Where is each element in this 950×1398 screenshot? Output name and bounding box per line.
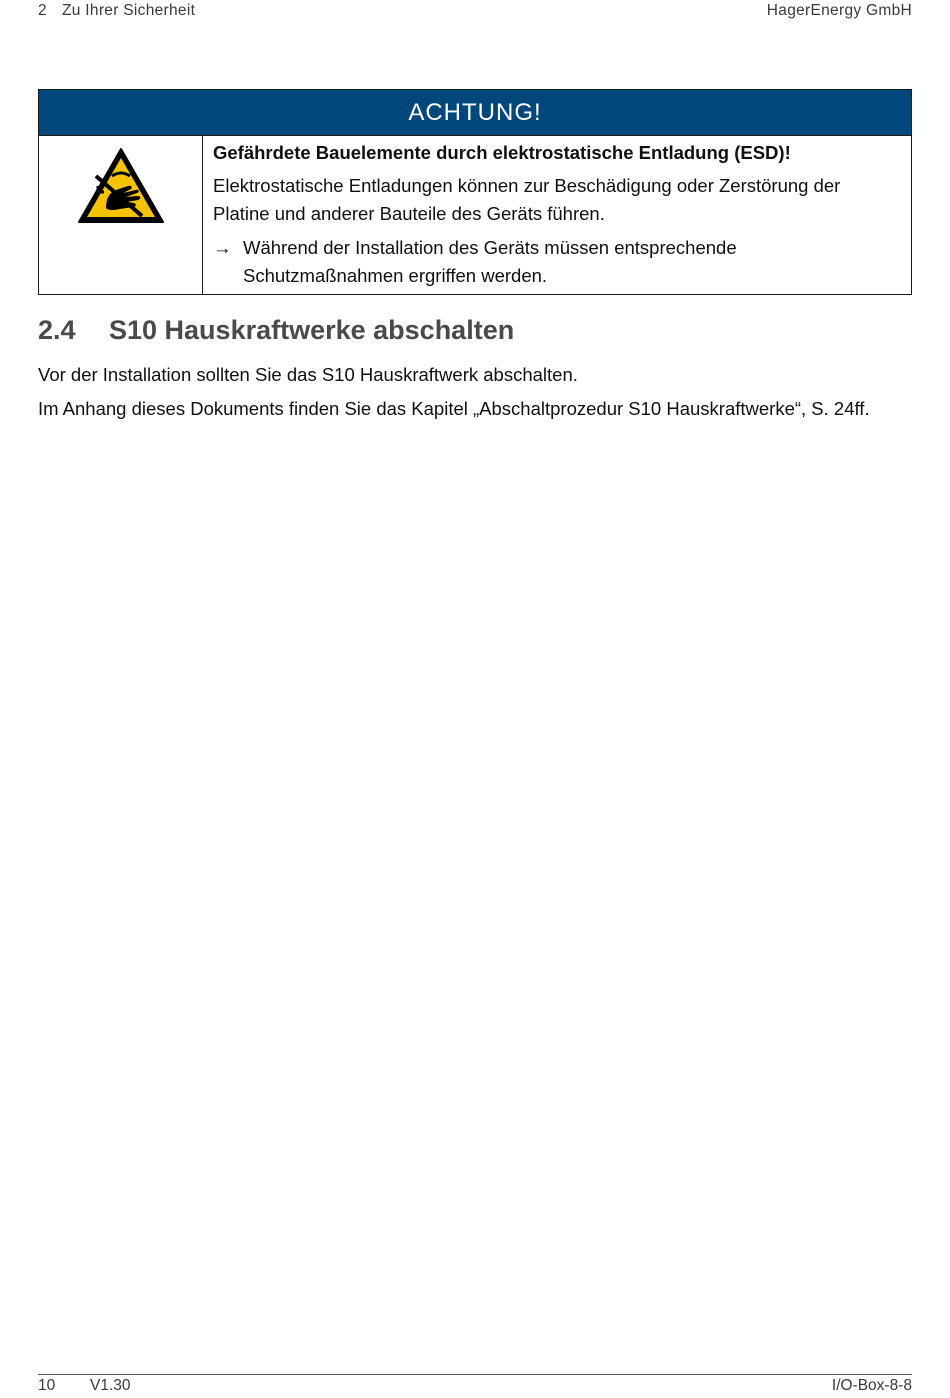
body-paragraph: Im Anhang dieses Dokuments finden Sie das Kapitel „Abschaltprozedur S10 Hauskraftwerke“, S. 24ff. xyxy=(38,398,870,419)
notice-action-step xyxy=(213,234,901,290)
chapter-number: 2 xyxy=(38,2,47,19)
page-number: 10 xyxy=(38,1377,56,1394)
section-number: 2.4 xyxy=(38,315,76,345)
notice-text xyxy=(203,136,911,294)
document-name: I/O-Box-8-8 xyxy=(831,1377,912,1394)
caution-notice xyxy=(38,89,912,295)
section-title: S10 Hauskraftwerke abschalten xyxy=(109,315,515,345)
arrow-right-icon: → xyxy=(213,237,232,258)
notice-title: Gefährdete Bauelemente durch elektrostatische Entladung (ESD)! xyxy=(213,142,791,163)
page-header xyxy=(38,2,912,22)
running-head-chapter xyxy=(38,2,195,20)
company-name: HagerEnergy GmbH xyxy=(766,2,912,19)
chapter-title: Zu Ihrer Sicherheit xyxy=(62,2,196,19)
document-version: V1.30 xyxy=(90,1377,131,1394)
notice-action-text: Während der Installation des Geräts müssen entsprechende Schutzmaßnahmen ergriffen werden. xyxy=(243,237,737,286)
footer-divider xyxy=(38,1374,912,1375)
section-heading xyxy=(38,315,514,346)
notice-body xyxy=(39,136,911,294)
notice-icon-cell xyxy=(39,136,203,294)
body-paragraph: Vor der Installation sollten Sie das S10 Hauskraftwerk abschalten. xyxy=(38,364,578,385)
esd-warning-icon xyxy=(76,146,166,226)
signal-word: ACHTUNG! xyxy=(39,90,911,136)
notice-description: Elektrostatische Entladungen können zur Beschädigung oder Zerstörung der Platine und anderer Bauteile des Geräts führen. xyxy=(213,175,841,224)
